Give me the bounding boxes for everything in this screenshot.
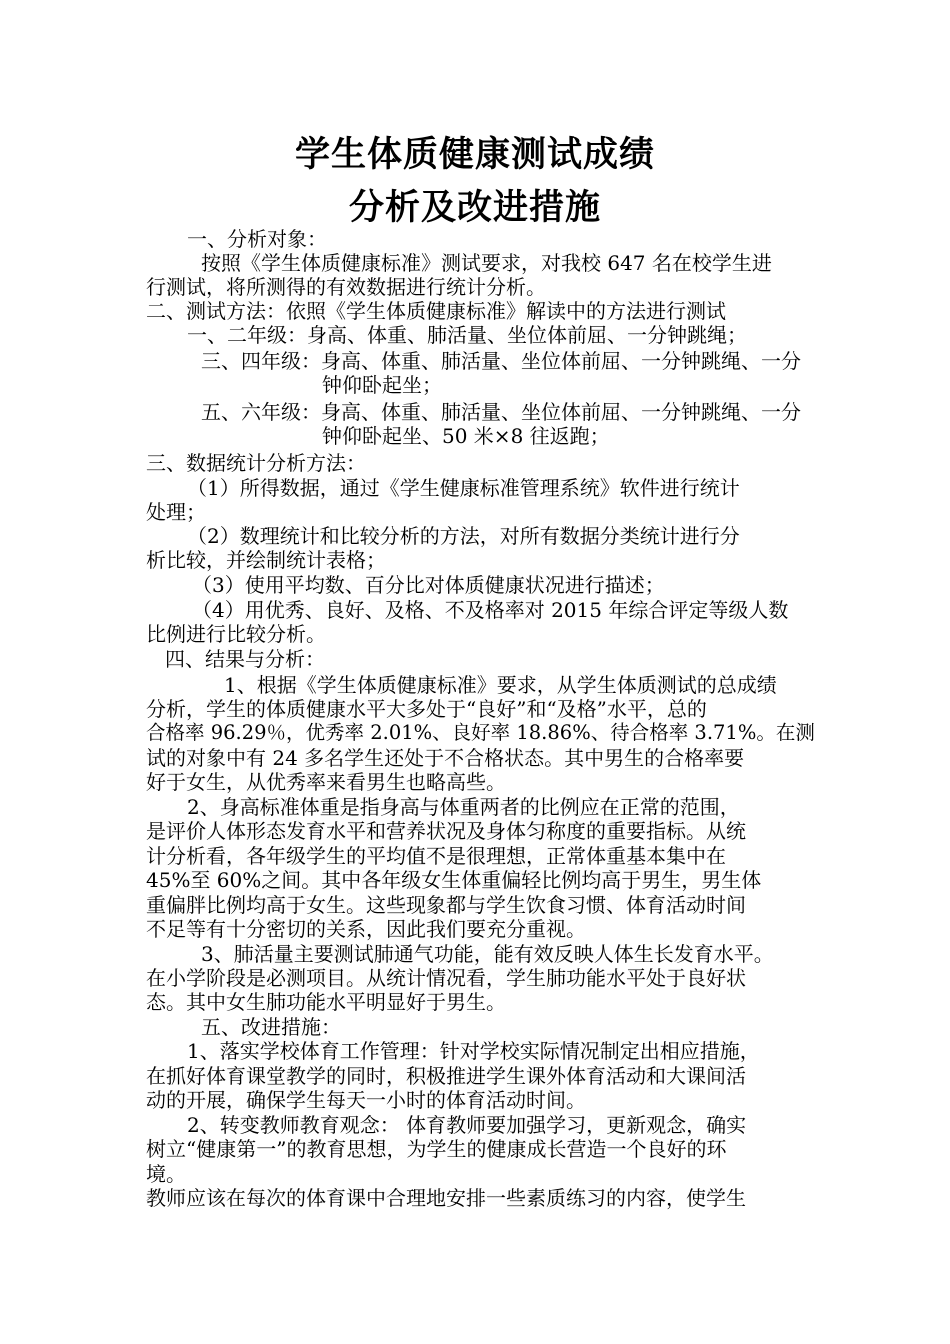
grade-3-4-test-items: 三、四年级：身高、体重、肺活量、坐位体前屈、一分钟跳绳、一分	[201, 349, 801, 373]
paragraph-line: 比例进行比较分析。	[146, 622, 326, 646]
method-item-1: （1）所得数据，通过《学生健康标准管理系统》软件进行统计	[187, 476, 740, 500]
method-item-4: （4）用优秀、良好、及格、不及格率对 2015 年综合评定等级人数	[192, 598, 789, 622]
paragraph-line: 行测试，将所测得的有效数据进行统计分析。	[146, 275, 546, 299]
method-item-3: （3）使用平均数、百分比对体质健康状况进行描述；	[192, 573, 665, 597]
paragraph-line: 重偏胖比例均高于女生。这些现象都与学生饮食习惯、体育活动时间	[146, 893, 746, 917]
paragraph-line: 不足等有十分密切的关系，因此我们要充分重视。	[146, 917, 586, 941]
paragraph-line: 好于女生，从优秀率来看男生也略高些。	[146, 770, 506, 794]
paragraph-line: 钟仰卧起坐、50 米×8 往返跑；	[322, 424, 610, 448]
paragraph-line: 处理；	[146, 500, 206, 524]
paragraph-line: 45%至 60%之间。其中各年级女生体重偏轻比例均高于男生，男生体	[146, 868, 762, 892]
paragraph-line: 按照《学生体质健康标准》测试要求，对我校 647 名在校学生进	[201, 251, 772, 275]
result-paragraph-3: 3、肺活量主要测试肺通气功能，能有效反映人体生长发育水平。	[201, 942, 774, 966]
document-title-line-2: 分析及改进措施	[348, 188, 601, 228]
paragraph-line: 合格率 96.29％，优秀率 2.01%、良好率 18.86%、待合格率 3.71%。在测	[146, 721, 815, 744]
result-paragraph-2: 2、身高标准体重是指身高与体重两者的比例应在正常的范围，	[187, 795, 740, 819]
document-title-line-1: 学生体质健康测试成绩	[294, 135, 655, 175]
paragraph-line: 境。	[146, 1162, 186, 1186]
grade-5-6-test-items: 五、六年级：身高、体重、肺活量、坐位体前屈、一分钟跳绳、一分	[201, 400, 801, 424]
paragraph-line: 在抓好体育课堂教学的同时，积极推进学生课外体育活动和大课间活	[146, 1064, 746, 1088]
section-heading-analysis-object: 一、分析对象：	[187, 227, 327, 251]
paragraph-line: 态。其中女生肺功能水平明显好于男生。	[146, 990, 506, 1014]
improvement-item-2: 2、转变教师教育观念： 体育教师要加强学习，更新观念，确实	[187, 1113, 747, 1137]
grade-1-2-test-items: 一、二年级：身高、体重、肺活量、坐位体前屈、一分钟跳绳；	[187, 323, 747, 347]
paragraph-line: 树立“健康第一”的教育思想，为学生的健康成长营造一个良好的环	[146, 1137, 727, 1161]
section-heading-improvement: 五、改进措施：	[201, 1015, 341, 1039]
paragraph-line: 分析，学生的体质健康水平大多处于“良好”和“及格”水平，总的	[146, 697, 707, 721]
section-heading-results: 四、结果与分析：	[165, 647, 325, 671]
paragraph-line: 教师应该在每次的体育课中合理地安排一些素质练习的内容，使学生	[146, 1186, 746, 1210]
result-paragraph-1: 1、根据《学生体质健康标准》要求，从学生体质测试的总成绩	[224, 673, 777, 697]
paragraph-line: 动的开展，确保学生每天一小时的体育活动时间。	[146, 1088, 586, 1112]
paragraph-line: 在小学阶段是必测项目。从统计情况看，学生肺功能水平处于良好状	[146, 966, 746, 990]
section-heading-test-method: 二、测试方法：依照《学生体质健康标准》解读中的方法进行测试	[146, 299, 726, 323]
paragraph-line: 试的对象中有 24 多名学生还处于不合格状态。其中男生的合格率要	[146, 746, 745, 770]
section-heading-statistics-method: 三、数据统计分析方法：	[146, 451, 366, 475]
paragraph-line: 析比较，并绘制统计表格；	[146, 548, 386, 572]
paragraph-line: 钟仰卧起坐；	[322, 373, 442, 397]
paragraph-line: 是评价人体形态发育水平和营养状况及身体匀称度的重要指标。从统	[146, 819, 746, 843]
method-item-2: （2）数理统计和比较分析的方法，对所有数据分类统计进行分	[187, 524, 740, 548]
paragraph-line: 计分析看，各年级学生的平均值不是很理想，正常体重基本集中在	[146, 844, 726, 868]
improvement-item-1: 1、落实学校体育工作管理：针对学校实际情况制定出相应措施，	[187, 1039, 760, 1063]
